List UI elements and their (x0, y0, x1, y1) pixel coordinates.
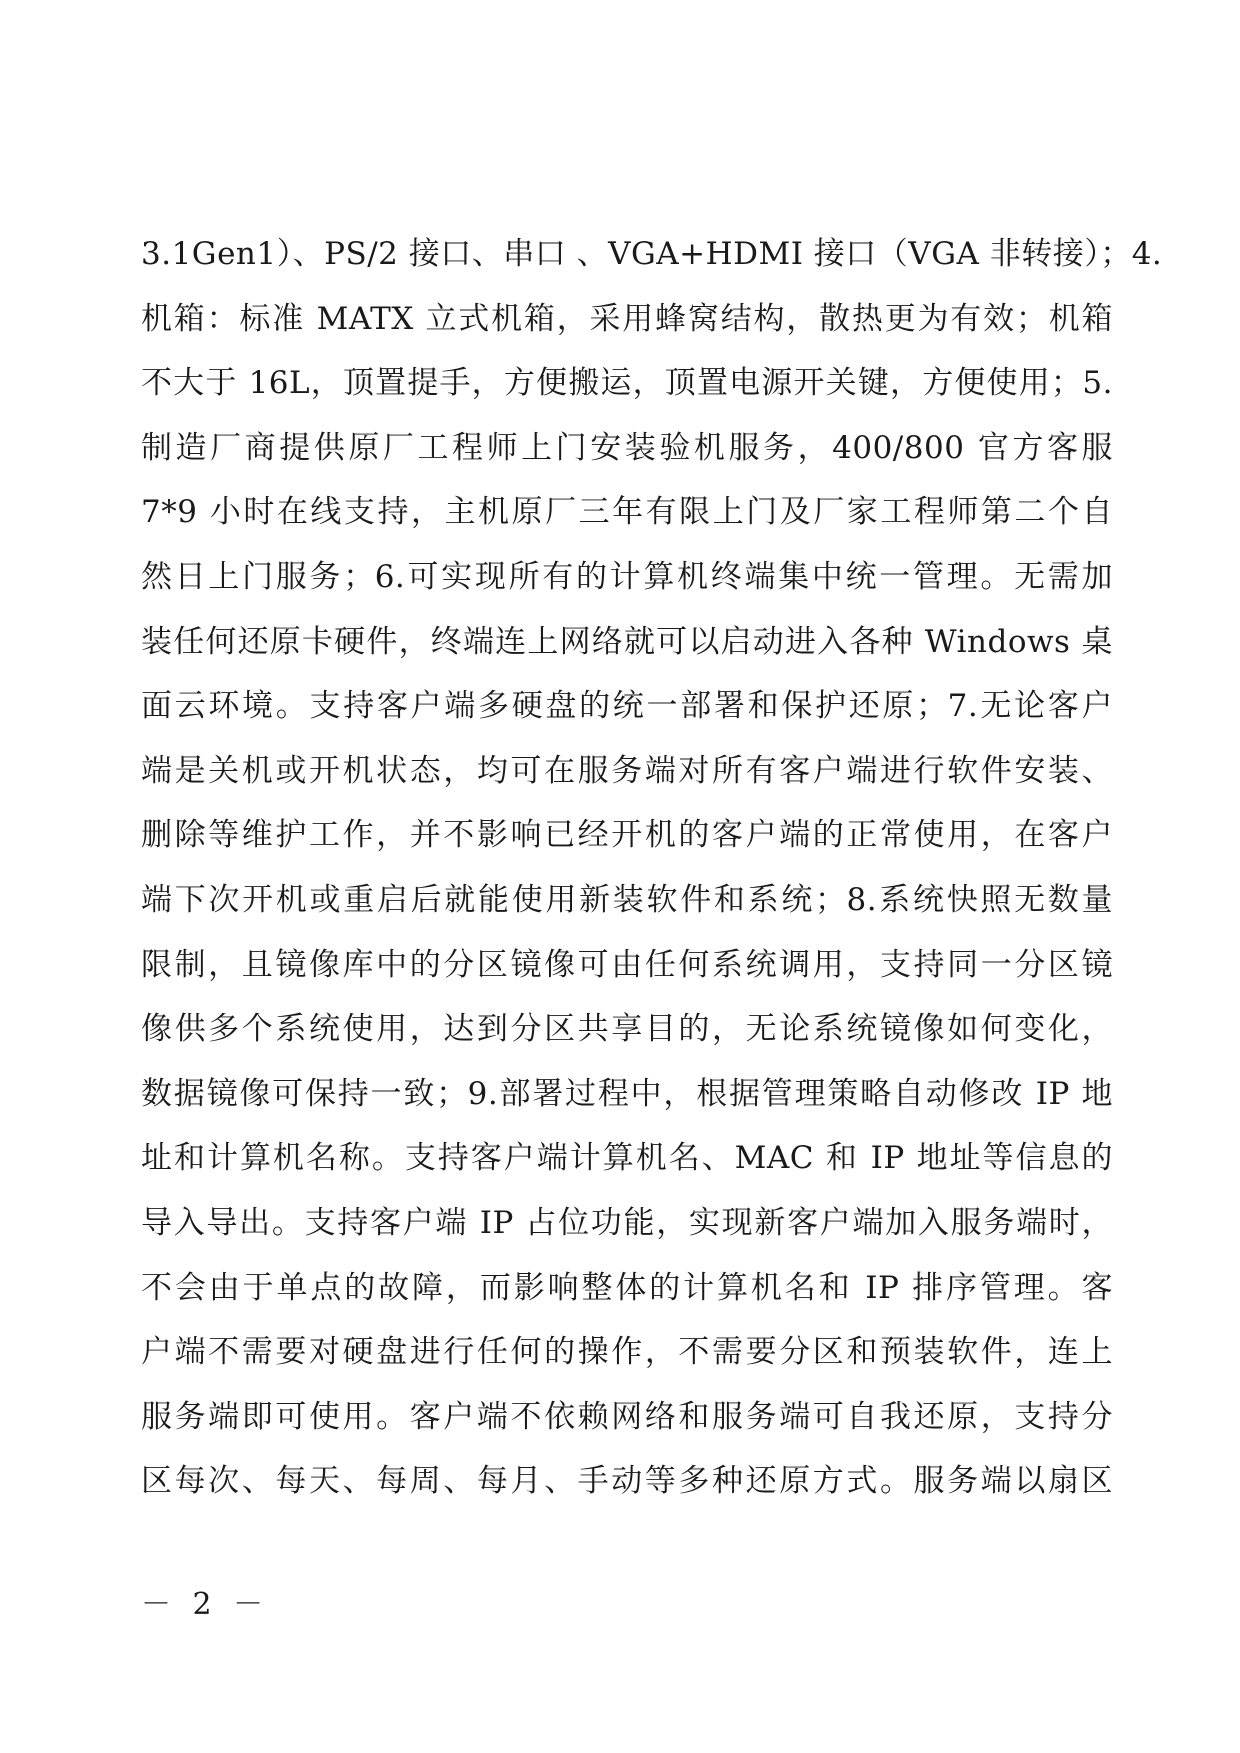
text-line: 面云环境。支持客户端多硬盘的统一部署和保护还原；7.无论客户 (141, 688, 1113, 725)
text-line: 端下次开机或重启后就能使用新装软件和系统；8.系统快照无数量 (141, 881, 1113, 918)
text-line: 不会由于单点的故障，而影响整体的计算机名和 IP 排序管理。客 (141, 1269, 1113, 1306)
text-line: 删除等维护工作，并不影响已经开机的客户端的正常使用，在客户 (141, 817, 1113, 854)
text-line: 制造厂商提供原厂工程师上门安装验机服务，400/800 官方客服 (141, 429, 1113, 466)
text-line: 服务端即可使用。客户端不依赖网络和服务端可自我还原，支持分 (141, 1398, 1113, 1435)
text-line: 数据镜像可保持一致；9.部署过程中，根据管理策略自动修改 IP 地 (141, 1075, 1113, 1112)
text-line: 限制，且镜像库中的分区镜像可由任何系统调用，支持同一分区镜 (141, 946, 1113, 983)
body-text (141, 222, 1163, 1514)
text-line: 3.1Gen1）、PS/2 接口、串口 、VGA+HDMI 接口（VGA 非转接）；4. (141, 236, 1163, 272)
text-line: 然日上门服务；6.可实现所有的计算机终端集中统一管理。无需加 (141, 558, 1113, 595)
text-line: 像供多个系统使用，达到分区共享目的，无论系统镜像如何变化， (141, 1011, 1113, 1048)
text-line: 导入导出。支持客户端 IP 占位功能，实现新客户端加入服务端时， (141, 1204, 1113, 1241)
text-line: 7*9 小时在线支持，主机原厂三年有限上门及厂家工程师第二个自 (141, 494, 1113, 531)
text-line: 装任何还原卡硬件，终端连上网络就可以启动进入各种 Windows 桌 (141, 623, 1113, 660)
text-line: 机箱：标准 MATX 立式机箱，采用蜂窝结构，散热更为有效；机箱 (141, 300, 1113, 337)
text-line: 址和计算机名称。支持客户端计算机名、MAC 和 IP 地址等信息的 (141, 1140, 1113, 1177)
text-line: 区每次、每天、每周、每月、手动等多种还原方式。服务端以扇区 (141, 1463, 1113, 1500)
text-line: 不大于 16L，顶置提手，方便搬运，顶置电源开关键，方便使用；5. (141, 365, 1113, 402)
page-number: － 2 － (141, 1587, 270, 1622)
text-line: 端是关机或开机状态，均可在服务端对所有客户端进行软件安装、 (141, 752, 1113, 789)
text-line: 户端不需要对硬盘进行任何的操作，不需要分区和预装软件，连上 (141, 1334, 1113, 1371)
